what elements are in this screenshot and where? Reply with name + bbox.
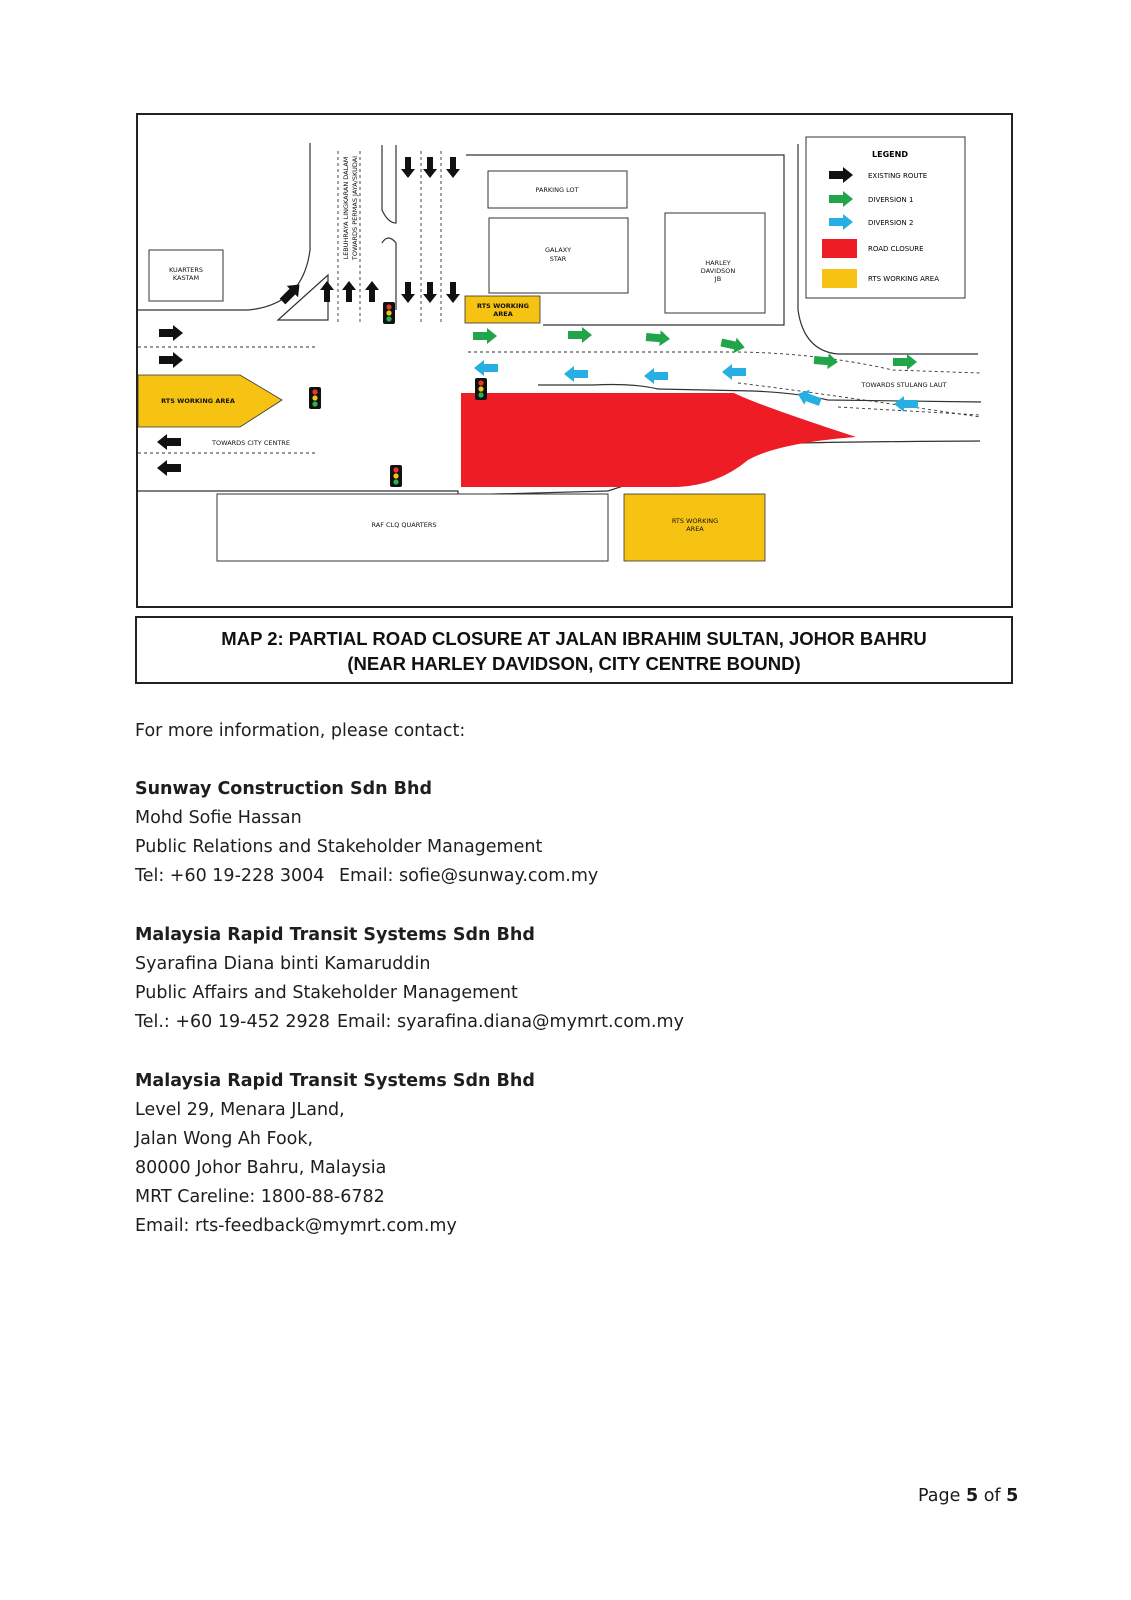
sunway-org: Sunway Construction Sdn Bhd	[135, 779, 432, 799]
mrt-contact-name: Syarafina Diana binti Kamaruddin	[135, 954, 431, 974]
mrt-contact-email[interactable]: Email: syarafina.diana@mymrt.com.my	[337, 1012, 684, 1032]
lebuhraya-label: LEBUHRAYA LINGKARAN DALAM	[342, 156, 350, 260]
towards-city-centre-label: TOWARDS CITY CENTRE	[212, 439, 290, 447]
rts-working-area-label: RTS WORKING	[671, 517, 719, 525]
page-current: 5	[965, 1486, 979, 1506]
rts-working-area-label: RTS WORKING AREA	[161, 397, 235, 405]
legend-label: RTS WORKING AREA	[868, 275, 939, 283]
legend-label: DIVERSION 1	[868, 196, 914, 204]
page-number	[918, 1486, 1018, 1506]
traffic-light-icon	[309, 387, 321, 409]
sunway-contact-tel: Tel: +60 19-228 3004	[135, 866, 325, 886]
mrt-feedback-email[interactable]: Email: rts-feedback@mymrt.com.my	[135, 1216, 457, 1236]
caption-line-1: MAP 2: PARTIAL ROAD CLOSURE AT JALAN IBRAHIM SULTAN, JOHOR BAHRU	[221, 628, 927, 649]
map-drawing	[138, 115, 1011, 606]
mrt-office-address-3: 80000 Johor Bahru, Malaysia	[135, 1158, 387, 1178]
page-word: Page	[918, 1486, 961, 1506]
mrt-careline: MRT Careline: 1800-88-6782	[135, 1187, 385, 1207]
traffic-light-icon	[390, 465, 402, 487]
sunway-contact-name: Mohd Sofie Hassan	[135, 808, 302, 828]
page-of: of	[983, 1486, 1001, 1506]
traffic-light-icon	[475, 378, 487, 400]
existing-route-arrows	[157, 157, 460, 476]
diversion-1-arrows	[473, 327, 917, 370]
sunway-contact-email[interactable]: Email: sofie@sunway.com.my	[339, 866, 599, 886]
red-block-icon	[822, 239, 857, 258]
parking-lot-label: PARKING LOT	[535, 186, 579, 194]
legend-title: LEGEND	[872, 150, 908, 159]
raf-quarters-label: RAF CLQ QUARTERS	[371, 521, 437, 529]
legend-label: DIVERSION 2	[868, 219, 914, 227]
kuarters-kastam-label: KUARTERS	[168, 266, 204, 274]
harley-davidson-label: JB	[714, 275, 722, 283]
sunway-contact-role: Public Relations and Stakeholder Management	[135, 837, 543, 857]
mrt-office-address-2: Jalan Wong Ah Fook,	[135, 1129, 314, 1149]
legend-label: ROAD CLOSURE	[868, 245, 924, 253]
map-caption	[135, 616, 1013, 684]
road-closure-zone	[461, 393, 856, 487]
yellow-block-icon	[822, 269, 857, 288]
map-legend	[806, 137, 965, 298]
towards-stulang-laut-label: TOWARDS STULANG LAUT	[861, 381, 947, 389]
page-total: 5	[1006, 1486, 1019, 1506]
harley-davidson-label: DAVIDSON	[700, 267, 736, 275]
legend-label: EXISTING ROUTE	[868, 172, 928, 180]
road-closure-map	[136, 113, 1013, 608]
galaxy-star-label: STAR	[549, 255, 567, 263]
mrt-org: Malaysia Rapid Transit Systems Sdn Bhd	[135, 925, 535, 945]
mrt-office-org: Malaysia Rapid Transit Systems Sdn Bhd	[135, 1071, 535, 1091]
kuarters-kastam-label: KASTAM	[172, 274, 200, 282]
rts-working-area-label: AREA	[686, 525, 704, 533]
rts-working-area-label: AREA	[493, 310, 513, 318]
harley-davidson-label: HARLEY	[705, 259, 731, 267]
rts-working-area-label: RTS WORKING	[476, 302, 530, 310]
caption-line-2: (NEAR HARLEY DAVIDSON, CITY CENTRE BOUND)	[347, 653, 801, 674]
mrt-contact-tel: Tel.: +60 19-452 2928	[135, 1012, 330, 1032]
mrt-contact-role: Public Affairs and Stakeholder Management	[135, 983, 518, 1003]
lebuhraya-label: TOWARDS PERMAS JAYA/SKUDAI	[351, 155, 359, 261]
mrt-office-address-1: Level 29, Menara JLand,	[135, 1100, 345, 1120]
galaxy-star-label: GALAXY	[544, 246, 572, 254]
traffic-light-icon	[383, 302, 395, 324]
contact-intro: For more information, please contact:	[135, 721, 466, 741]
